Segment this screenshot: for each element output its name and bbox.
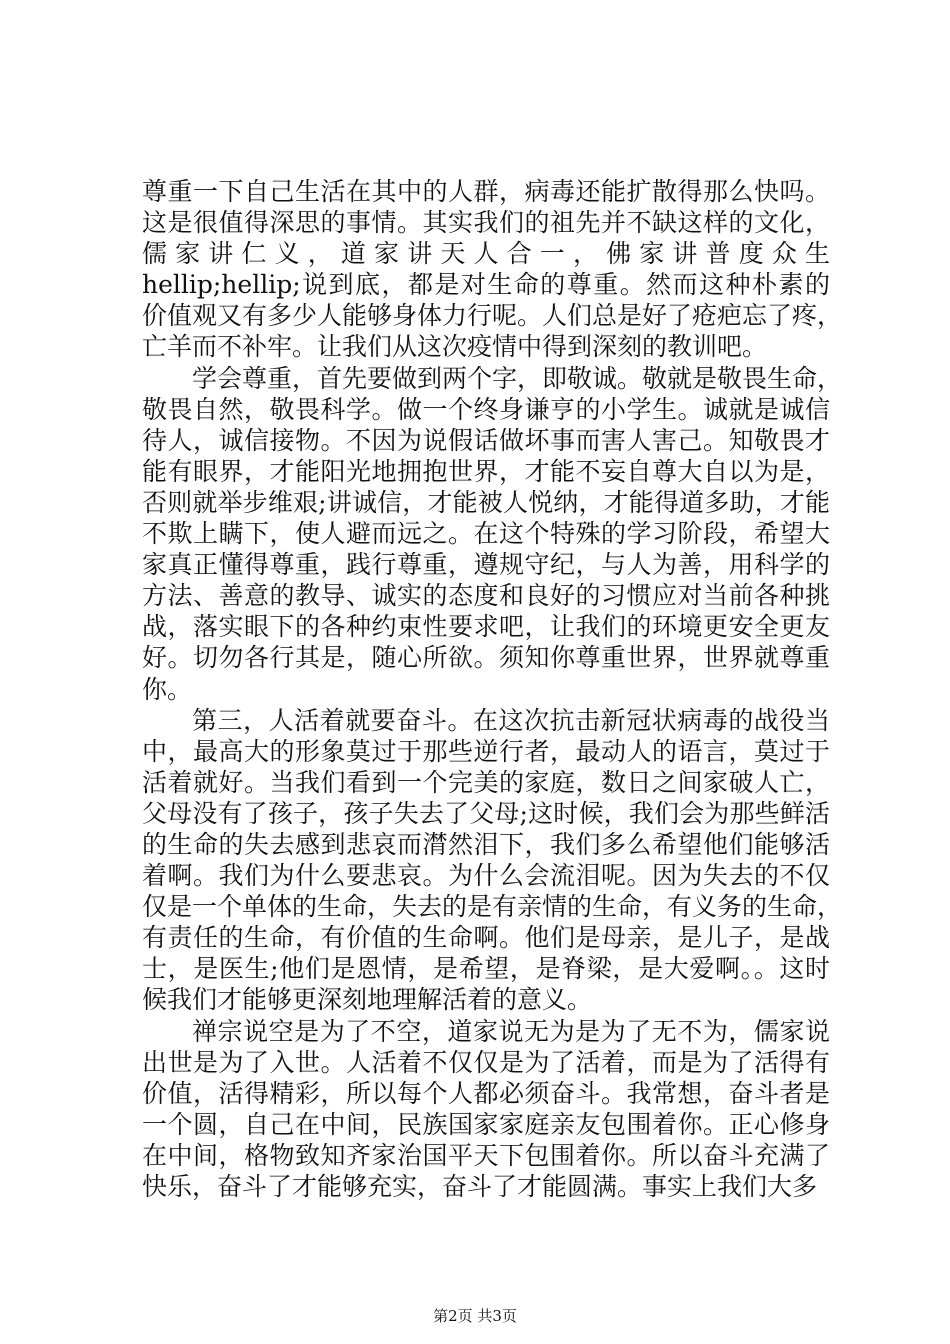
text-line: 亡羊而不补牢。让我们从这次疫情中得到深刻的教训吧。 bbox=[142, 332, 768, 362]
text-line: 出世是为了入世。人活着不仅仅是为了活着，而是为了活得有 bbox=[142, 1047, 830, 1077]
text-line: 否则就举步维艰;讲诚信，才能被人悦纳，才能得道多助，才能 bbox=[142, 487, 830, 517]
text-line: 你。 bbox=[142, 674, 193, 704]
text-line: 快乐，奋斗了才能够充实，奋斗了才能圆满。事实上我们大多 bbox=[142, 1172, 818, 1201]
text-line: 有责任的生命，有价值的生命啊。他们是母亲，是儿子，是战 bbox=[142, 923, 830, 953]
text-line: 的生命的失去感到悲哀而潸然泪下，我们多么希望他们能够活 bbox=[142, 829, 830, 859]
text-line: 价值观又有多少人能够身体力行呢。人们总是好了疮疤忘了疼， bbox=[142, 301, 843, 331]
text-line: 儒家讲仁义，道家讲天人合一，佛家讲普度众生 bbox=[142, 239, 830, 269]
paragraph bbox=[142, 176, 843, 363]
text-line: 候我们才能够更深刻地理解活着的意义。 bbox=[142, 985, 593, 1015]
text-line: 仅是一个单体的生命，失去的是有亲情的生命，有义务的生命， bbox=[142, 892, 843, 922]
paragraph bbox=[142, 705, 843, 1016]
page-footer: 第2页 共3页 bbox=[433, 1307, 517, 1325]
text-line: 能有眼界，才能阳光地拥抱世界，才能不妄自尊大自以为是， bbox=[142, 456, 830, 486]
paragraph bbox=[142, 1016, 830, 1203]
text-line: 在中间，格物致知齐家治国平天下包围着你。所以奋斗充满了 bbox=[142, 1140, 830, 1170]
text-line: 一个圆，自己在中间，民族国家家庭亲友包围着你。正心修身 bbox=[142, 1109, 830, 1139]
body-text bbox=[142, 176, 843, 1202]
text-line: 价值，活得精彩，所以每个人都必须奋斗。我常想，奋斗者是 bbox=[142, 1078, 830, 1108]
text-line: 不欺上瞒下，使人避而远之。在这个特殊的学习阶段，希望大 bbox=[142, 519, 830, 549]
text-line: 第三，人活着就要奋斗。在这次抗击新冠状病毒的战役当 bbox=[192, 705, 830, 735]
text-line: 中，最高大的形象莫过于那些逆行者，最动人的语言，莫过于 bbox=[142, 736, 830, 766]
text-line: 父母没有了孩子，孩子失去了父母;这时候，我们会为那些鲜活 bbox=[142, 798, 830, 828]
text-line: 敬畏自然，敬畏科学。做一个终身谦亨的小学生。诚就是诚信 bbox=[142, 394, 830, 424]
text-line: 待人，诚信接物。不因为说假话做坏事而害人害己。知敬畏才 bbox=[142, 425, 830, 455]
paragraph bbox=[142, 363, 843, 705]
text-line: 活着就好。当我们看到一个完美的家庭，数日之间家破人亡， bbox=[142, 767, 830, 797]
text-line: 着啊。我们为什么要悲哀。为什么会流泪呢。因为失去的不仅 bbox=[142, 861, 830, 891]
text-line: 禅宗说空是为了不空，道家说无为是为了无不为，儒家说 bbox=[192, 1016, 830, 1046]
text-line: 战，落实眼下的各种约束性要求吧，让我们的环境更安全更友 bbox=[142, 612, 830, 642]
text-line: 家真正懂得尊重，践行尊重，遵规守纪，与人为善，用科学的 bbox=[142, 550, 830, 580]
text-line: 尊重一下自己生活在其中的人群，病毒还能扩散得那么快吗。 bbox=[142, 177, 830, 206]
text-line: 方法、善意的教导、诚实的态度和良好的习惯应对当前各种挑 bbox=[142, 581, 830, 611]
text-line: 士，是医生;他们是恩情，是希望，是脊梁，是大爱啊。。这时 bbox=[142, 954, 830, 984]
text-line: 这是很值得深思的事情。其实我们的祖先并不缺这样的文化， bbox=[142, 208, 830, 238]
text-line: hellip;hellip;说到底，都是对生命的尊重。然而这种朴素的 bbox=[142, 270, 830, 300]
text-line: 学会尊重，首先要做到两个字，即敬诚。敬就是敬畏生命， bbox=[192, 363, 843, 393]
text-line: 好。切勿各行其是，随心所欲。须知你尊重世界，世界就尊重 bbox=[142, 643, 830, 673]
